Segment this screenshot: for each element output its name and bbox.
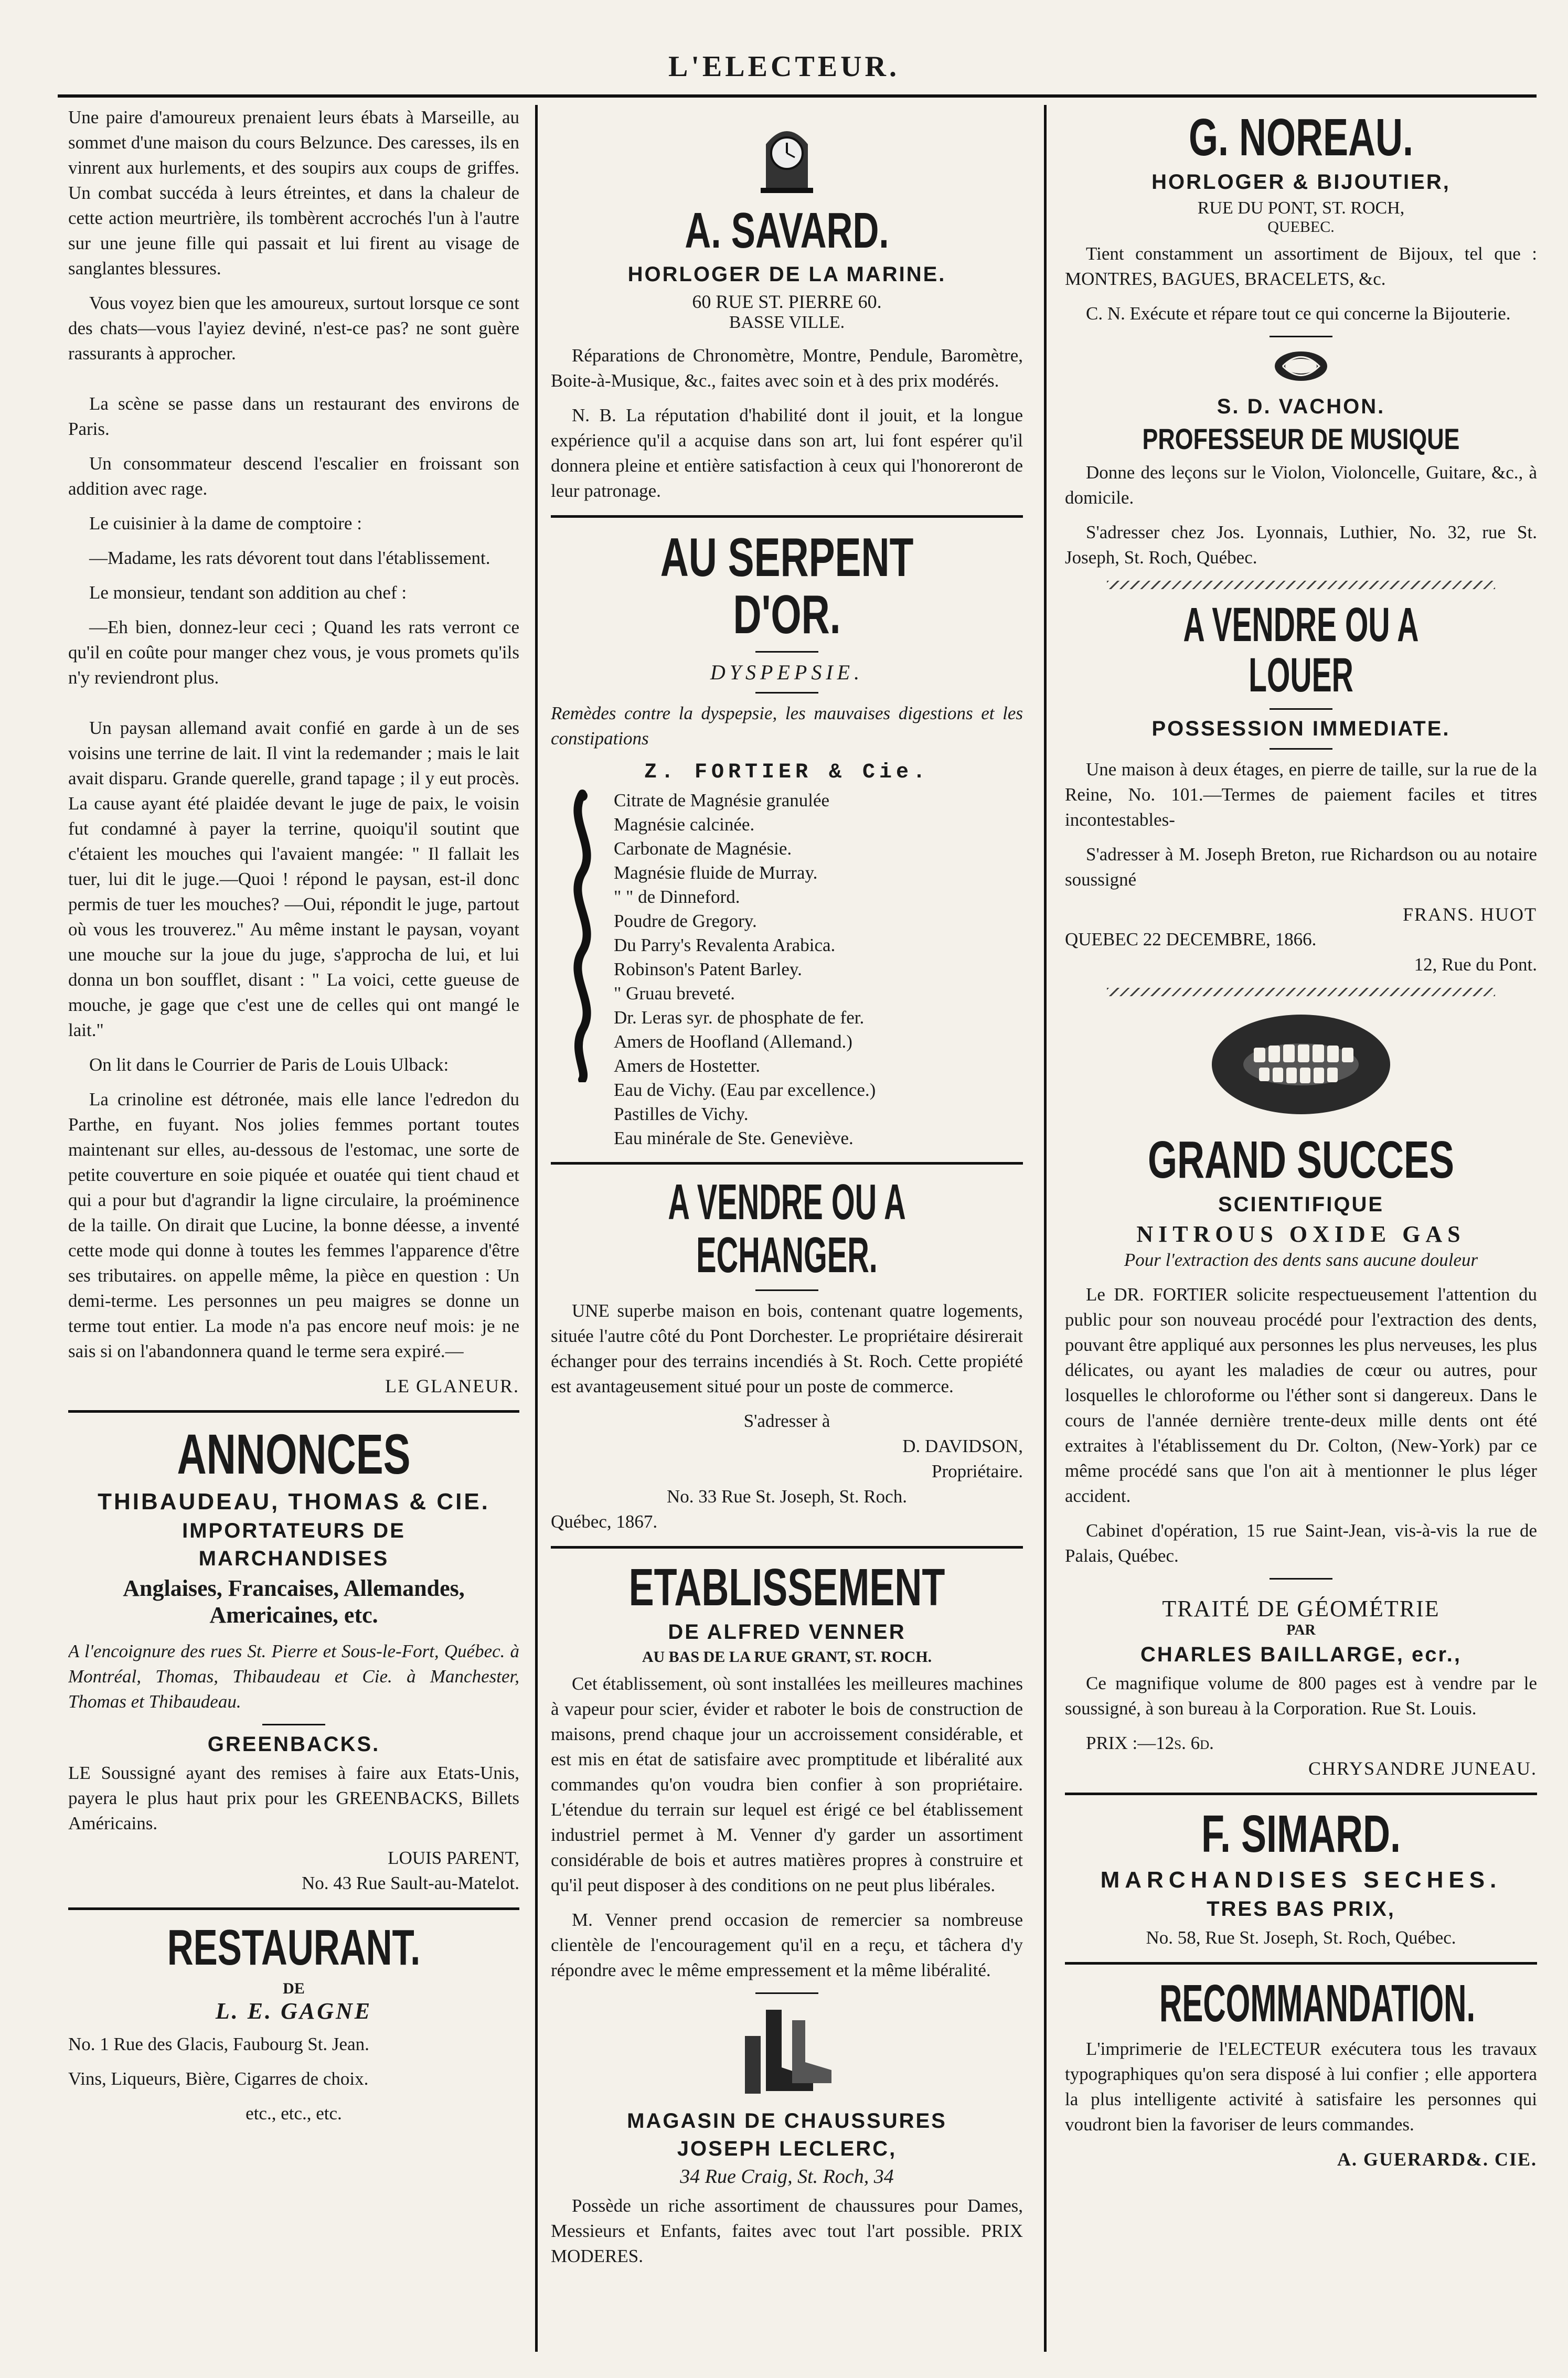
divider [1270, 336, 1332, 337]
thibaudeau-merchandise: MARCHANDISES [198, 1547, 389, 1571]
remedy-item: Eau minérale de Ste. Geneviève. [614, 1128, 854, 1149]
etablissement-owner: DE ALFRED VENNER [668, 1620, 906, 1644]
vendre-heading: A VENDRE OU A LOUER [1183, 598, 1419, 702]
thibaudeau-address: A l'encoignure des rues St. Pierre et Sous-le-Fort, Québec. à Montréal, Thomas, Thibaudeau et Cie. à Manchester, Thomas et Thibaudeau. [68, 1641, 519, 1712]
succes-gas: NITROUS OXIDE GAS [1136, 1221, 1466, 1247]
magasin-owner: JOSEPH LECLERC, [677, 2137, 897, 2160]
remedy-item: Eau de Vichy. (Eau par excellence.) [614, 1080, 876, 1101]
succes-text: Le DR. FORTIER solicite respectueusement l'attention du public pour son nouveau procédé pour l'extraction des dents, pouvant être appliqué aux personnes les plus nerveuses, les plus délicates, ou ayant les maladies de cœur ou autres, pour losquelles le chloroforme ou l'éther sont si dangereux. Dans le cours de l'année dernière trente-deux mille dents ont été extraites à l'établissement du Dr. Colton, (New-York) par ce même procédé sans que l'on ait à mentionner le plus léger accident. [1065, 1284, 1537, 1506]
traite-heading: TRAITÉ DE GÉOMÉTRIE [1162, 1595, 1440, 1622]
succes-subtitle: SCIENTIFIQUE [1218, 1192, 1384, 1216]
divider [551, 515, 1023, 518]
greenbacks-heading: GREENBACKS. [207, 1733, 380, 1756]
column-1 [68, 105, 519, 2357]
echanger-text: UNE superbe maison en bois, contenant quatre logements, située l'autre côté du Pont Dorchester. Le propriétaire désirerait échanger pour des terrains incendiés à St. Roch. Cette propiété est avantageusement situé pour un poste de commerce. [551, 1300, 1023, 1396]
echanger-heading: A VENDRE OU A ECHANGER. [668, 1174, 906, 1283]
remedy-item: Amers de Hoofland (Allemand.) [614, 1031, 852, 1052]
etablissement-thanks: M. Venner prend occasion de remercier sa nombreuse clientèle de l'encouragement qu'il en a reçu, et tâchera d'y répondre avec le même empressement et la même libéralité. [551, 1909, 1023, 1980]
vendre-signature: FRANS. HUOT [1402, 903, 1537, 925]
clock-icon [758, 115, 816, 194]
divider [1065, 1793, 1537, 1795]
succes-italic: Pour l'extraction des dents sans aucune douleur [1124, 1249, 1478, 1270]
savard-ville: BASSE VILLE. [729, 312, 845, 332]
echanger-address: No. 33 Rue St. Joseph, St. Roch. [667, 1486, 907, 1507]
vendre-subtitle: POSSESSION IMMEDIATE. [1151, 717, 1450, 740]
masthead-rule [58, 94, 1537, 98]
noreau-text-2: C. N. Exécute et répare tout ce qui concerne la Bijouterie. [1086, 303, 1511, 324]
serpent-intro: Remèdes contre la dyspepsie, les mauvaises digestions et les constipations [551, 703, 1023, 749]
vendre-text-2: S'adresser à M. Joseph Breton, rue Richardson ou au notaire soussigné [1065, 844, 1537, 890]
vendre-address: 12, Rue du Pont. [1414, 954, 1537, 975]
remedy-item: Poudre de Gregory. [614, 911, 757, 932]
recommandation-heading: RECOMMANDATION. [1159, 1974, 1476, 2033]
divider [755, 692, 818, 694]
succes-text-2: Cabinet d'opération, 15 rue Saint-Jean, vis-à-vis la rue de Palais, Québec. [1065, 1520, 1537, 1566]
vachon-name: S. D. VACHON. [1217, 395, 1385, 418]
restaurant-address: No. 1 Rue des Glacis, Faubourg St. Jean. [68, 2034, 369, 2055]
divider [68, 1410, 519, 1413]
savard-subtitle: HORLOGER DE LA MARINE. [627, 262, 946, 286]
remedy-item: Amers de Hostetter. [614, 1055, 760, 1076]
greenbacks-text: LE Soussigné ayant des remises à faire aux Etats-Unis, payera le plus haut prix pour les GREENBACKS, Billets Américains. [68, 1763, 519, 1834]
noreau-subtitle: HORLOGER & BIJOUTIER, [1151, 170, 1450, 194]
simard-address: No. 58, Rue St. Joseph, St. Roch, Québec. [1146, 1927, 1456, 1948]
savard-heading: A. SAVARD. [685, 202, 889, 259]
divider [1270, 708, 1332, 710]
column-3 [1065, 105, 1537, 2357]
boots-icon [734, 2004, 839, 2099]
restaurant-de: DE [283, 1980, 305, 1998]
divider [551, 1162, 1023, 1165]
thibaudeau-name: THIBAUDEAU, THOMAS & CIE. [98, 1489, 490, 1515]
vendre-text: Une maison à deux étages, en pierre de taille, sur la rue de la Reine, No. 101.—Termes de paiement faciles et titres incontestables- [1065, 759, 1537, 830]
simard-price: TRES BAS PRIX, [1207, 1897, 1395, 1921]
divider [1065, 1962, 1537, 1965]
column-divider [535, 105, 538, 2352]
vachon-subtitle: PROFESSEUR DE MUSIQUE [1142, 422, 1460, 455]
serpent-heading: AU SERPENT D'OR. [660, 527, 914, 645]
vendre-date: QUEBEC 22 DECEMBRE, 1866. [1065, 929, 1317, 950]
remedy-item: Magnésie calcinée. [614, 814, 755, 835]
denture-icon [1207, 1007, 1395, 1122]
recommandation-text: L'imprimerie de l'ELECTEUR exécutera tous les travaux typographiques qu'on sera disposé à lui confier ; elle apportera la plus intelligente activité à satisfaire les personnes qui voudront bien la favoriser de leurs commandes. [1065, 2038, 1537, 2135]
remedy-item: Citrate de Magnésie granulée [614, 790, 830, 811]
savard-text: Réparations de Chronomètre, Montre, Pendule, Baromètre, Boite-à-Musique, &c., faites avec soin et à des prix modérés. [551, 345, 1023, 391]
restaurant-items: Vins, Liqueurs, Bière, Cigarres de choix. [68, 2068, 369, 2089]
recommandation-signature: A. GUERARD&. CIE. [1337, 2148, 1537, 2170]
thibaudeau-importers: IMPORTATEURS DE [182, 1519, 406, 1543]
article-crinoline-intro: On lit dans le Courrier de Paris de Louis Ulback: [89, 1054, 449, 1075]
remedy-item: Robinson's Patent Barley. [614, 959, 802, 980]
savard-address: 60 RUE ST. PIERRE 60. [692, 291, 882, 312]
article-paysan: Un paysan allemand avait confié en garde à un de ses voisins une terrine de lait. Il vint la redemander ; mais le lait avait disparu. Grande querelle, grand tapage ; il y eut procès. La cause ayant été plaidée devant le juge de paix, le voisin fut condamné à payer la terrine, quoiqu'il soutint que c'étaient les mouches qui l'avaient mangée: " Il fallait les tuer, lui dit le juge.—Quoi ! répond le paysan, est-il donc permis de tuer les mouches? —Oui, répondit le juge, partout où vous les trouverez." Au même instant le paysan, voyant une mouche sur la joue du juge, s'approcha de lui, et lui donna un bon soufflet, disant : " La voici, cette gueuse de mouche, je gage que c'est une de celles qui ont mangé le lait." [68, 718, 519, 1040]
remedy-item: Carbonate de Magnésie. [614, 838, 792, 859]
ornament-icon [1272, 348, 1330, 385]
traite-text: Ce magnifique volume de 800 pages est à vendre par le soussigné, à son bureau à la Corporation. Rue St. Louis. [1065, 1672, 1537, 1719]
divider [1107, 581, 1495, 589]
traite-par: PAR [1286, 1622, 1316, 1638]
magasin-address: 34 Rue Craig, St. Roch, 34 [680, 2165, 894, 2188]
thibaudeau-types: Anglaises, Francaises, Allemandes, [123, 1575, 465, 1602]
article-restaurant: La scène se passe dans un restaurant des environs de Paris. [68, 393, 519, 439]
etablissement-text: Cet établissement, où sont installées les meilleures machines à vapeur pour scier, évider et raboter le bois de construction de maisons, prend chaque jour un accroissement considérable, et est mis en état de satisfaire avec promptitude et libéralité aux commandes qu'on voudra bien confier à son propriétaire. L'étendue du terrain sur lequel est érigé ce bel établissement industriel permet à M. Venner d'y garder un assortiment considérable de bois et autres matières propres à construire et qu'il peut disposer à des conditions on ne peut plus libérales. [551, 1673, 1023, 1895]
echanger-sadresser: S'adresser à [743, 1410, 830, 1431]
echanger-date: Québec, 1867. [551, 1511, 658, 1532]
noreau-city: QUEBEC. [1267, 218, 1335, 236]
echanger-signature: D. DAVIDSON, [902, 1435, 1023, 1456]
article-restaurant-6: —Eh bien, donnez-leur ceci ; Quand les rats verront ce qu'il en coûte pour manger chez vous, je vous promets qu'ils n'y reviendront plus. [68, 617, 519, 688]
greenbacks-signature: LOUIS PARENT, [388, 1848, 519, 1869]
vachon-text: Donne des leçons sur le Violon, Violoncelle, Guitare, &c., à domicile. [1065, 462, 1537, 508]
divider [68, 1907, 519, 1910]
vachon-text-2: S'adresser chez Jos. Lyonnais, Luthier, No. 32, rue St. Joseph, St. Roch, Québec. [1065, 521, 1537, 568]
restaurant-etc: etc., etc., etc. [246, 2103, 342, 2124]
signature-glaneur: LE GLANEUR. [385, 1375, 519, 1396]
traite-price: PRIX :—12s. 6d. [1086, 1732, 1214, 1753]
echanger-proprietaire: Propriétaire. [932, 1460, 1023, 1481]
noreau-address: RUE DU PONT, ST. ROCH, [1197, 198, 1405, 218]
divider [1270, 748, 1332, 750]
remedy-item: Pastilles de Vichy. [614, 1104, 749, 1125]
article-restaurant-4: —Madame, les rats dévorent tout dans l'établissement. [89, 548, 490, 568]
remedy-item: Dr. Leras syr. de phosphate de fer. [614, 1007, 865, 1028]
succes-heading: GRAND SUCCES [1147, 1130, 1455, 1189]
divider [551, 1546, 1023, 1549]
noreau-text: Tient constamment un assortiment de Bijoux, tel que : MONTRES, BAGUES, BRACELETS, &c. [1065, 243, 1537, 289]
traite-author: CHARLES BAILLARGE, ecr., [1140, 1643, 1462, 1666]
simard-subtitle: MARCHANDISES SECHES. [1100, 1867, 1502, 1893]
newspaper-title: L'ELECTEUR. [668, 50, 900, 83]
restaurant-owner: L. E. GAGNE [215, 1998, 372, 2024]
thibaudeau-types-2: Americaines, etc. [209, 1602, 378, 1628]
etablissement-location: AU BAS DE LA RUE GRANT, ST. ROCH. [642, 1648, 932, 1666]
magasin-text: Possède un riche assortiment de chaussures pour Dames, Messieurs et Enfants, faites avec tout l'art possible. PRIX MODERES. [551, 2195, 1023, 2266]
article-cats-2: Vous voyez bien que les amoureux, surtout lorsque ce sont des chats—vous l'ayiez deviné, n'est-ce pas? ne sont guère rassurants à approcher. [68, 293, 519, 364]
traite-signature: CHRYSANDRE JUNEAU. [1308, 1757, 1537, 1779]
article-restaurant-2: Un consommateur descend l'escalier en froissant son addition avec rage. [68, 453, 519, 499]
remedy-item: " Gruau breveté. [614, 983, 735, 1004]
article-restaurant-5: Le monsieur, tendant son addition au chef : [89, 582, 407, 603]
divider [755, 1992, 818, 1994]
masthead [0, 0, 1568, 100]
restaurant-heading: RESTAURANT. [167, 1920, 421, 1976]
magasin-heading: MAGASIN DE CHAUSSURES [627, 2109, 947, 2132]
etablissement-heading: ETABLISSEMENT [628, 1558, 945, 1617]
article-restaurant-3: Le cuisinier à la dame de comptoire : [89, 513, 362, 534]
column-2 [551, 105, 1023, 2357]
simard-heading: F. SIMARD. [1201, 1804, 1401, 1863]
divider [1107, 988, 1495, 996]
annonces-heading: ANNONCES [177, 1422, 411, 1486]
remedy-item: " " de Dinneford. [614, 887, 740, 908]
serpent-subtitle: DYSPEPSIE. [710, 660, 864, 685]
divider [262, 1724, 325, 1725]
savard-note: N. B. La réputation d'habilité dont il jouit, et la longue expérience qu'il a acquise dans son art, lui font espérer qu'il donnera pleine et entière satisfaction à ceux qui l'honoreront de leur patronage. [551, 404, 1023, 501]
remedy-item: Du Parry's Revalenta Arabica. [614, 935, 836, 956]
noreau-heading: G. NOREAU. [1188, 108, 1414, 167]
divider [755, 651, 818, 653]
serpent-remedies-list [614, 788, 1023, 1150]
article-crinoline: La crinoline est détronée, mais elle lance l'edredon du Parthe, en fuyant. Nos jolies femmes portant toutes maintenant sur elles, au-dessous de l'estomac, une sorte de petite couverture en soie piquée et ouatée qui tient chaud et qui a pour but d'agrandir la ligne circulaire, la proéminence de la taille. On dirait que Lucine, la bonne déesse, a inventé cette mode qui donne à toutes les femmes l'apparence d'être ses tributaires. on appelle même, la pièce en question : Un demi-terme. Les personnes un peu maigres se donne un terme tout entier. La mode n'a pas encore neuf mois: je ne sais si on l'abandonnera quand le terme sera expiré.— [68, 1089, 519, 1361]
divider [1270, 1578, 1332, 1580]
greenbacks-address: No. 43 Rue Sault-au-Matelot. [301, 1873, 519, 1894]
article-cats: Une paire d'amoureux prenaient leurs ébats à Marseille, au sommet d'une maison du cours Belzunce. Des caresses, ils en vinrent aux hurlements, et des soupirs aux coups de griffes. Un combat succéda à leurs étreintes, et dans la chaleur de cette action meurtrière, ils tombèrent accrochés l'un à l'autre sur une jeune fille qui passait et lui firent au visage de sanglantes blessures. [68, 107, 519, 279]
serpent-icon [561, 788, 603, 1085]
remedy-item: Magnésie fluide de Murray. [614, 862, 818, 883]
divider [755, 1289, 818, 1291]
column-divider [1044, 105, 1047, 2352]
serpent-firm: Z. FORTIER & Cie. [644, 761, 930, 785]
